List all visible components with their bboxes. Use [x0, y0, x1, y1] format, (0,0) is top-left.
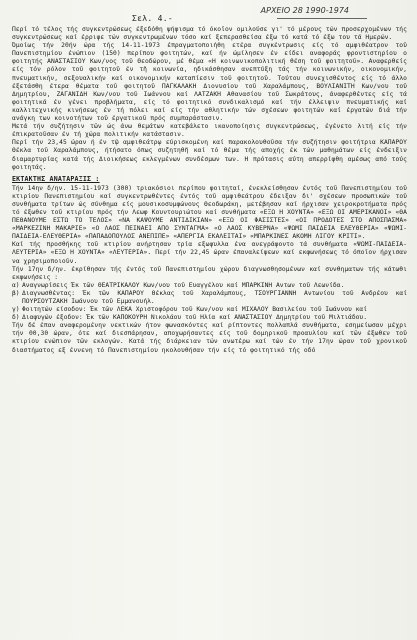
paragraph-3: Μετά τήν συζήτησιν τῶν ώς άνω θεμάτων κατεβάλετο ικανοποίησις συγκεντρώσεως, έγένετο λιτή είς τήν έπικρατοῦσαν έν τή χώρα πολιτικήν κατάστασιν.: [12, 123, 407, 139]
list-item-text: Αναγνωρίσεις Έκ τῶν ΘΕΑΤΡΙΚΑΛΟΥ Κων/νου τοῦ Ευαγγέλου καί ΜΠΑΡΚΙΝΗ Αντων τοῦ Λεωνίδα.: [22, 281, 345, 289]
list-item-label: α): [12, 281, 20, 289]
paragraph-1: Περί τό τέλος τής συγκεντρώσεως έξεδόθη ψήφισμα τό όκοῖον ομιλούσε γι' τό μέρους τών προσερχομένων τής συγκεντρώσεως καί έρριψε τών συγκεντρωμένων τόσο καί ξεπερασθείσα έξω τό κατά τό έξω του τά Ημερών.: [12, 26, 407, 42]
section-title: ΕΚΤΑΚΤΗΣ ΑΝΑΤΑΡΑΞΙΣ :: [12, 174, 100, 183]
list-item-label: β): [12, 289, 20, 297]
paragraph-4: Περί τήν 23,45 ώραν ή έν τῷ αμφιθεάτρῳ εύρισκομένη καί παρακολουθοῦσα τήν συζήτησιν φοιτήτρια ΚΑΠΑΡΟΥ Θέκλα τοῦ Χαραλάμπους, ήτήσατο όπως συζητηθῆ καί τό θέμα τής αποχής έκ τών μαθημάτων είς ένδειξιν διαμαρτυρίας κατά τής Διοικήσεως εκλεγμένων συνδέσμων των. Η πρότασις αύτη απερρίφθη αμέσως από τούς φοιτητάς.: [12, 139, 407, 171]
list-item: [12, 306, 407, 314]
paragraph-2: Όμοίως τήν 20ήν ώρα τής 14-11-1973 έπραγματοποιήθη ετέρα συγκέντρωσις είς τό αμφιθέατρον τοῦ Πανεπιστημίου ένώπιον (150) περίπου φοιτητών, καί ήν ώμίλησεν έν είδει αναφοράς φροντιστηρίου ο φοιτητής ΑΝΑΣΤΑΣΙΟΥ Κων/νος τοῦ Θεοδώρου, μέ θέμα «Η κοινωνικοπολιτική θέση τοῦ φοιτητοῦ». Αναφερθείς είς τόν ρόλον τοῦ φοιτητοῦ έν τῆ κοινωνία, ηδικάσθησαν ανεπτύξη τάς τήν κοινωνικήν, οικονομικήν, πνευματικήν, σεξουαλικήν καί οικονομικήν καταπίεσιν τοῦ φοιτητοῦ. Τούτου συνεχισθέντος είς τό άλλο έξετάσθη έτερα θέματα τοῦ φοιτητοῦ ΠΑΓΚΑΛΑΚΗ Διονυσίου τοῦ Χαραλάμπους, ΒΟΥΛΙΑΝΙΤΗ Κων/νου τοῦ Δημητρίου, ΖΑΓΑΝΙΔΗ Κων/νου τοῦ Ιωάννου καί ΛΑΤΖΑΚΗ Αθανασίου τοῦ Σωκράτους, άναφερθέντες είς τά φοιτητικά έν γένει προβλήματα, είς τό φοιτητικό συνδικαλισμό καί τήν έλλειψιν πνευματικής καί καλλιτεχνικής κινήσεως έν τή πόλει καί είς τήν αθλητικήν τών σχέσεων φοιτητών καί έργατών διά τήν ανάγκη των κοινοτήτων τοῦ έργατικοῦ πρός συμπαράστασιν.: [12, 42, 407, 123]
paragraph-5: Τήν 14ην δ/ην. 15-11-1973 (300) τριακόσιοι περίπου φοιτηταί, ένεκλείσθησαν έντός τοῦ Πανεπιστημίου τοῦ κτιρίου Πανεπιστημίου καί συγκεντρωθέντες έντός τοῦ αμφιθεάτρου έδειξαν δι' σχέσεων προσωπικών τοῦ συνθήματα τρίτων ώς σύνθημα είς μουσικοσυμφώνους Θεοδωράκη, μετέβησαν καί ήρχισαν χειροκροτήματα πρός τό έξωθεν τοῦ κτιρίου πρός τήν Λεωφ Κουντουριώτου καί συνθήματα «ΕΞΩ Η ΧΟΥΝΤΑ» «ΕΞΩ ΟΙ ΑΜΕΡΙΚΑΝΟΙ» «ΘΑ ΠΕΘΑΝΟΥΜΕ ΕΣΤΩ ΤΟ ΤΕΛΟΣ» «ΝΑ ΚΑΨΟΥΜΕ ΑΝΤΙΔΙΚΙΑΝ» «ΕΞΩ ΟΙ ΦΑΣΙΣΤΕΣ» «ΟΙ ΠΡΟΔΟΤΕΣ ΣΤΟ ΑΠΟΣΠΑΣΜΑ» «ΜΑΡΚΕΖΙΝΗ ΜΑΚΑΡΙΕ» «Ο ΛΑΟΣ ΠΕΙΝΑΕΙ ΑΠΟ ΣΥΝΤΑΓΜΑ» «Ο ΛΑΟΣ ΚΥΒΕΡΝΑ» «ΨΩΜΙ ΠΑΙΔΕΙΑ ΕΛΕΥΘΕΡΙΑ» «ΨΩΜΙ-ΠΑΙΔΕΙΑ-ΕΛΕΥΘΕΡΙΑ» «ΠΑΠΑΔΟΠΟΥΛΟΣ ΑΝΕΠΙΠΕ» «ΑΠΕΡΓΙΑ ΕΚΑΛΕΙΤΑΙ» «ΜΠΑΡΚΙΝΕΣ ΑΚΟΜΗ ΛΙΓΟΥ ΚΡΙΤΙ».: [12, 184, 407, 241]
paragraph-7: Τήν 17ην δ/ην. έκρίθησαν τής έντός τοῦ Πανεπιστημίου χώρου διαγνωσθησομένων καί συνθηματων τής κάτωθι εκφωνήσεις :: [12, 265, 407, 281]
list-item-text: Φοιτητών είσοδον: Έκ τῶν ΛΕΚΑ Χριστοφόρου τοῦ Κων/νου καί ΜΙΧΑΛΟΥ Βασιλείου τοῦ Ιωάννου καί: [22, 306, 367, 314]
archive-stamp: ΑΡΧΕΙΟ 28 1990-1974: [260, 6, 349, 15]
list-item-text: Διαγνωσθέντας: Έκ τῶν ΚΑΠΑΡΟΥ Θέκλας τοῦ Χαραλάμπους, ΤΣΟΥΡΓΙΑΝΝΗ Αντωνίου τοῦ Ανδρέου καί ΠΟΥΡΣΟΥΤΖΑΚΗ Ιωάννου τοῦ Εμμανουήλ.: [22, 289, 407, 305]
paragraph-8: Τήν δέ έπαν αναφερομένην νεκτικών ήτον φωνασκόντες καί ρίπτοντες πολλαπλά συνθήματα, εσημείωσαν μέχρι τήν 00,30 ώραν, ότε καί διεσπάρησαν, αποχωρήσαντες είς τοῦ δομηρικοῦ προαυλίου καί τῶν έξωθεν τοῦ κτιρίου ενώπιον τῶν εκλογών. Κατά τής διάρκειαν τών ανωτέρω καί τών έν τήν 17ην ώραν τοῦ χρονικοῦ διαστήματος εξ έννενη τό Πανεπιστημίου ηκολουθήσαν τήν είς τό φοιτητικό τής οδό: [12, 322, 407, 354]
page-header: [12, 6, 407, 26]
page-number: Σελ. 4.-: [132, 14, 173, 23]
paragraph-6: Καί τής προσθήκης τοῦ κτιρίου ανήρτησαν τρία εξωφυλλα ένα ανεγράφοντο τά συνθήματα «ΨΩΜΙ-ΠΑΙΔΕΙΑ-ΛΕΥΤΕΡΙΑ» «ΕΞΩ Η ΧΟΥΝΤΑ» «ΛΕΥΤΕΡΙΑ». Περί τήν 22,45 ώραν έπαναλείψεων καί εκφωνήσεως τό όποῖον ήρχισαν να χρησιμοποιοῦν.: [12, 241, 407, 265]
stamp-underline: [277, 18, 367, 19]
list-item: [12, 290, 407, 306]
list-item: [12, 282, 407, 290]
persons-list: [12, 282, 407, 322]
list-item-label: δ): [12, 314, 20, 322]
list-item-label: γ): [12, 306, 20, 314]
list-item-text: Διαφυγών έξοδον: Έκ τῶν ΚΑΠΟΚΟΥΡΗ Νικολάου τοῦ Ηλία καί ΑΝΑΣΤΑΣΙΟΥ Δημητρίου τοῦ Μιλτιάδου.: [22, 314, 367, 322]
